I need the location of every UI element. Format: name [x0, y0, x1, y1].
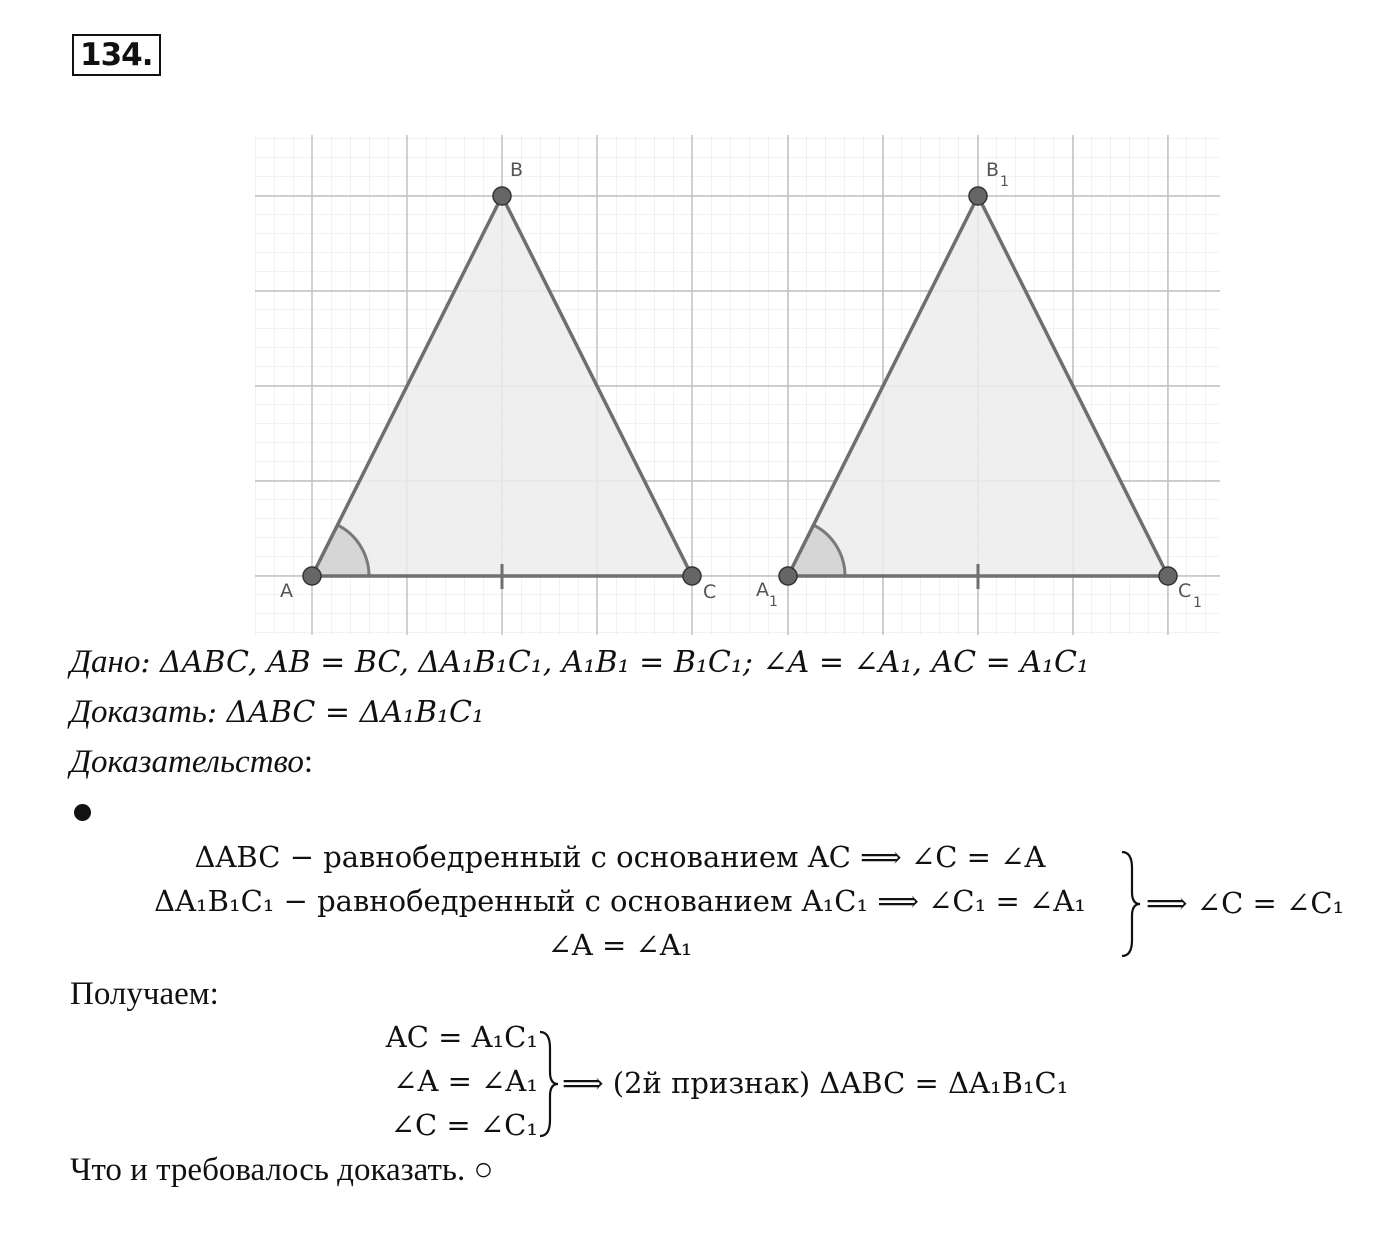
given-line	[70, 644, 1089, 681]
system1-result: ⟹ ∠C = ∠C₁	[1146, 886, 1345, 920]
system1-brace	[1118, 848, 1144, 960]
proof-heading	[70, 744, 313, 781]
label-c: C	[703, 581, 717, 603]
label-b1-sub: 1	[1000, 174, 1009, 190]
system2-brace	[536, 1028, 562, 1140]
system2-row1: AC = A₁C₁	[385, 1020, 538, 1054]
point-b	[493, 187, 511, 205]
proof-label: Доказательство	[70, 744, 304, 780]
point-b1	[969, 187, 987, 205]
point-c	[683, 567, 701, 585]
prove-text: : ΔABC = ΔA₁B₁C₁	[206, 695, 484, 730]
label-b: B	[510, 159, 524, 181]
problem-number: 134.	[72, 34, 161, 76]
system1-row3: ∠A = ∠A₁	[547, 928, 693, 962]
point-a1	[779, 567, 797, 585]
obtain-text: Получаем:	[70, 976, 219, 1012]
system2-row3: ∠C = ∠C₁	[390, 1108, 538, 1142]
label-b1: B	[986, 159, 1000, 181]
conclusion-text: Что и требовалось доказать. ○	[70, 1152, 494, 1188]
label-a1: A	[756, 579, 769, 601]
label-c1: C	[1178, 580, 1192, 602]
system2-result: ⟹ (2й признак) ΔABC = ΔA₁B₁C₁	[562, 1066, 1069, 1100]
point-a	[303, 567, 321, 585]
point-c1	[1159, 567, 1177, 585]
given-text: : ΔABC, AB = BC, ΔA₁B₁C₁, A₁B₁ = B₁C₁; ∠A = ∠A₁, AC = A₁C₁	[140, 645, 1089, 680]
prove-line	[70, 694, 484, 731]
system1-row2: ΔA₁B₁C₁ − равнобедренный с основанием A₁C₁ ⟹ ∠C₁ = ∠A₁	[154, 884, 1086, 918]
prove-label: Доказать	[70, 694, 207, 730]
proof-colon: :	[303, 744, 314, 780]
bullet-point	[74, 804, 91, 821]
label-a: A	[280, 580, 293, 602]
given-label: Дано	[70, 644, 141, 680]
label-c1-sub: 1	[1193, 595, 1202, 611]
system2-row2: ∠A = ∠A₁	[393, 1064, 538, 1098]
label-a1-sub: 1	[769, 594, 778, 610]
system1-row1: ΔABC − равнобедренный с основанием AC ⟹ ∠C = ∠A	[194, 840, 1046, 874]
